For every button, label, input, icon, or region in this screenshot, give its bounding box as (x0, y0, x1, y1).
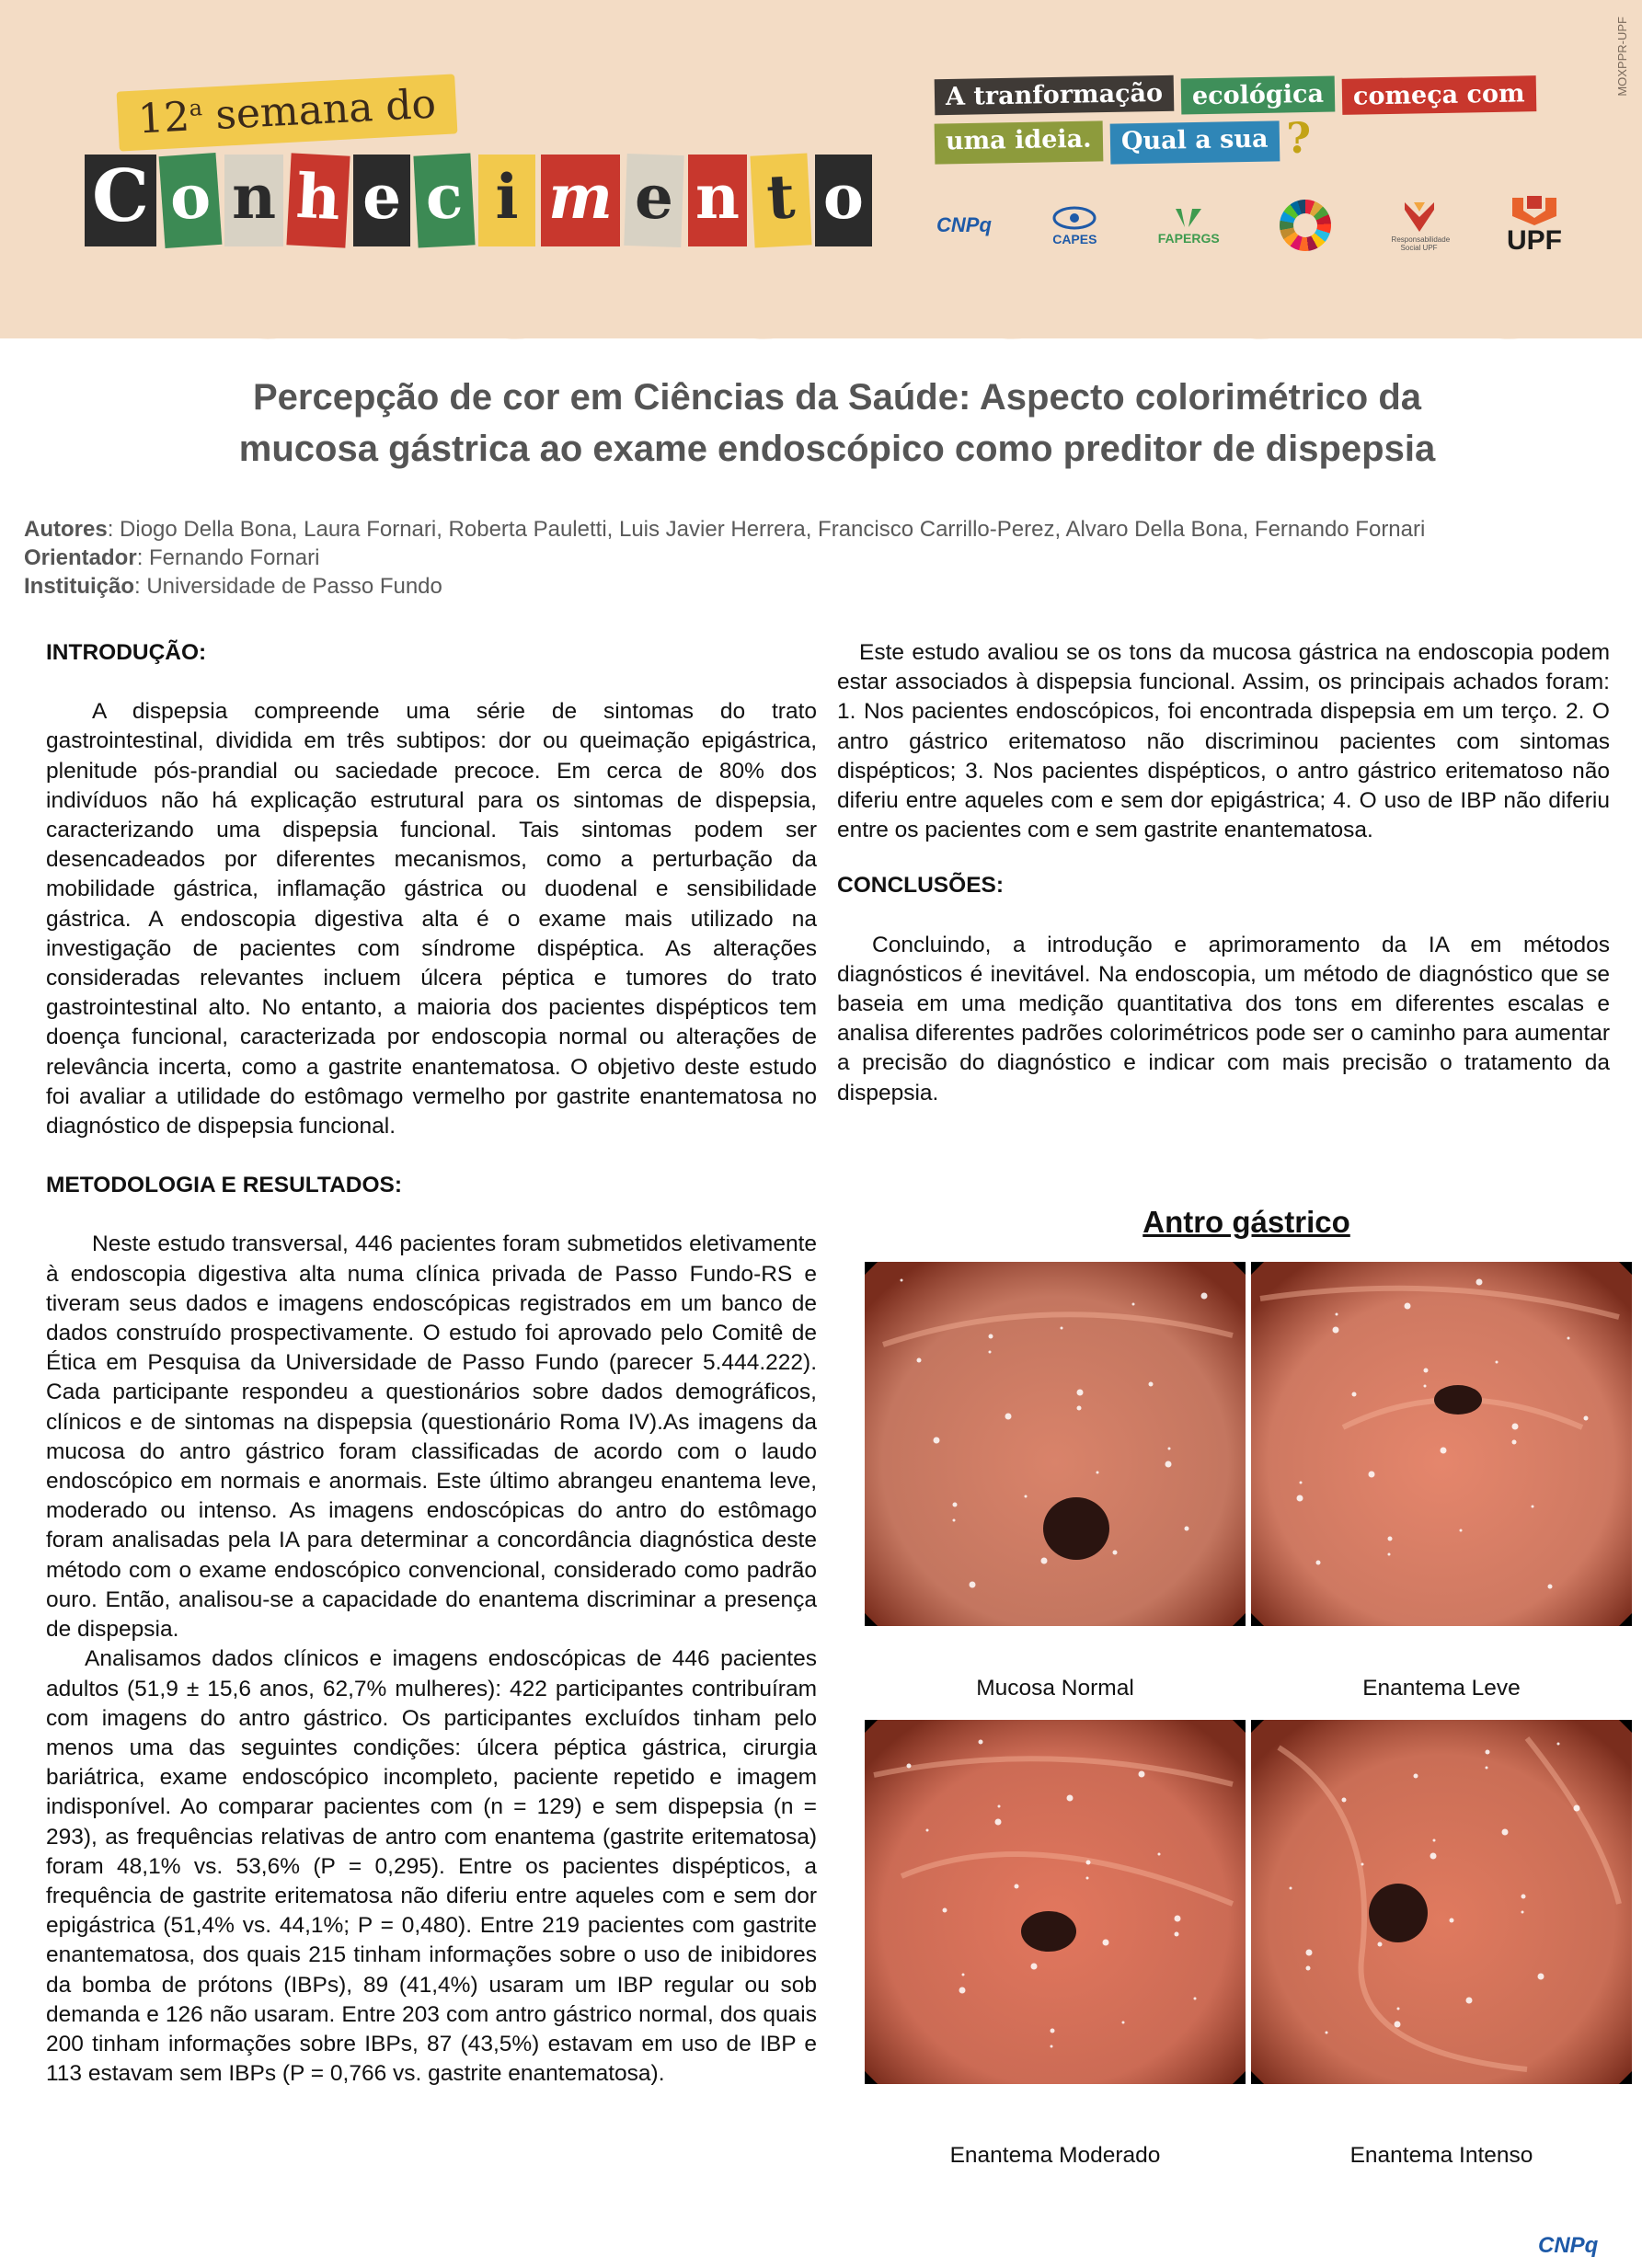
light-reflection (1502, 1829, 1509, 1836)
authors-line (24, 515, 1625, 544)
endoscopy-view (865, 1720, 1246, 2084)
light-reflection (989, 1334, 993, 1339)
advisor-line (24, 544, 1625, 572)
endoscopy-image-mild (1251, 1262, 1632, 1626)
light-reflection (1122, 2022, 1125, 2024)
slogan-chip: A tranformação (935, 75, 1175, 116)
upf-icon (1507, 194, 1562, 225)
intro-paragraph: A dispepsia compreende uma série de sintomas do trato gastrointestinal, divididа em três subtipos: dor ou queimação epigástrica, plenitude pós-prandial ou saciedade precoce. Em cerca de 80% dos indivíduos não há explicação estrutural para os sintomas de dispepsia, caracterizando uma dispepsia funcional. Tais sintomas podem ser desencadeados por diferentes mecanismos, como a perturbação da mobilidade gástrica, inflamação gástrica ou duodenal e sensibilidade gástrica. A endoscopia digestiva alta é o exame mais utilizado na investigação de pacientes com síndrome dispéptica. As alterações consideradas relevantes incluem úlcera péptica e tumores do trato gastrointestinal alto. No entanto, a maioria dos pacientes dispépticos tem doença funcional, caracterizada por endoscopia normal ou alterações de relevância incerta, como a gastrite enantematosa. O objetivo deste estudo foi avaliar a utilidade do estômago vermelho por gastrite enantematosa no diagnóstico de dispepsia funcional. (46, 699, 817, 1140)
light-reflection (1097, 1472, 1099, 1474)
event-letter: c (414, 153, 476, 247)
light-reflection (1521, 1895, 1526, 1899)
light-reflection (1424, 1385, 1427, 1388)
light-reflection (1297, 1495, 1303, 1502)
light-reflection (953, 1519, 956, 1522)
slogan-row (935, 113, 1569, 163)
event-letter: n (688, 155, 747, 246)
light-reflection (1300, 1482, 1303, 1484)
event-letter: C (85, 155, 156, 246)
light-reflection (1430, 1853, 1437, 1860)
light-reflection (1424, 1369, 1429, 1373)
light-reflection (1165, 1461, 1172, 1468)
light-reflection (1306, 1966, 1311, 1971)
pylorus-opening (1369, 1884, 1428, 1942)
light-reflection (1051, 2045, 1053, 2048)
ods-logo (1280, 200, 1331, 251)
light-reflection (1567, 1337, 1570, 1340)
light-reflection (1077, 1406, 1082, 1411)
light-reflection (1201, 1293, 1208, 1300)
light-reflection (953, 1503, 958, 1507)
light-reflection (1175, 1932, 1179, 1937)
conclusions-heading: CONCLUSÕES: (837, 873, 1005, 899)
light-reflection (917, 1358, 922, 1363)
event-letter: e (624, 154, 683, 247)
conclusions-paragraph: Concluindo, a introdução e aprimoramento da IA em métodos diagnósticos é inevitável. Na endoscopia, um método de diagnóstico que se baseia em uma medição quantitativa dos tons em diferentes escalas e analisa diferentes padrões colorimétricos pode ser o caminho para aumentar a precisão do diagnóstico e indicar com mais precisão o tratamento da dispepsia. (837, 932, 1610, 1105)
upf-social-logo (1391, 199, 1451, 252)
event-letter: h (287, 153, 350, 247)
methods-paragraph: Neste estudo transversal, 446 pacientes foram submetidos eletivamente à endoscopia digestiva alta numa clínica privada de Passo Fundo-RS e tiveram seus dados e imagens endoscópicas registrados em um banco de dados construído prospectivamente. O estudo foi aprovado pelo Comitê de Ética em Pesquisa da Universidade de Passo Fundo (parecer 5.444.222). Cada participante respondeu a questionários sobre dados demográficos, clínicos e de sintomas na dispepsia (questionário Roma IV).As imagens da mucosa do antro gástrico foram classificadas de acordo com o laudo endoscópico em normais e anormais. Este último abrangeu enantema leve, moderado ou intenso. As imagens endoscópicas do antro do estômago foram analisadas pela IA para determinar a concordância diagnóstica deste método com o exame endoscópico convencional, considerado como padrão ouro. Então, analisou-se a capacidade do enantema discriminar a presença de dispepsia. (46, 1231, 817, 1643)
light-reflection (1548, 1585, 1553, 1589)
light-reflection (995, 1819, 1002, 1826)
light-reflection (998, 1805, 1001, 1808)
light-reflection (1433, 1839, 1436, 1842)
upf-logo (1507, 194, 1562, 257)
light-reflection (1476, 1279, 1483, 1286)
capes-icon (1051, 204, 1097, 232)
capes-logo (1051, 204, 1097, 246)
light-reflection (1168, 1448, 1171, 1450)
light-reflection (1077, 1390, 1084, 1396)
authors-list: : Diogo Della Bona, Laura Fornari, Roberta Pauletti, Luis Javier Herrera, Francisco Carrillo-Perez, Alvaro Della Bona, Fernando Fornari (107, 517, 1426, 542)
light-reflection (1521, 1911, 1524, 1914)
light-reflection (1388, 1553, 1391, 1556)
cnpq-footer-logo: CNPq (1538, 2233, 1599, 2258)
light-reflection (962, 1974, 965, 1976)
light-reflection (1450, 1919, 1454, 1923)
fapergs-logo (1158, 205, 1220, 246)
event-letter: i (478, 155, 535, 246)
paper-meta (24, 515, 1625, 601)
light-reflection (1486, 1750, 1490, 1755)
cnpq-logo-label: CNPq (936, 213, 992, 236)
light-reflection (1557, 1743, 1560, 1746)
light-reflection (1342, 1798, 1347, 1803)
light-reflection (1352, 1392, 1357, 1397)
slogan-chip: começa com (1342, 75, 1536, 115)
figure-title: Antro gástrico (1143, 1205, 1350, 1239)
endoscopy-view (1251, 1262, 1632, 1626)
slogan-question-mark: ? (1286, 113, 1312, 163)
pylorus-opening (1043, 1497, 1109, 1560)
results-paragraph: Analisamos dados clínicos e imagens endoscópicas de 446 pacientes adultos (51,9 ± 15,6 anos, 62,7% mulheres): 422 participantes contribuíram com imagens do antro gástrico. Os participantes excluídos tinham pelo menos uma das seguintes condições: úlcera péptica gástrica, cirurgia bariátrica, exame endoscópico incompleto, paciente repetido e imagem indisponível. Ao comparar pacientes com (n = 129) e sem dispepsia (n = 293), as frequências relativas de antro com enantema (gastrite eritematosa) foram 48,1% vs. 53,6% (P = 0,295). Entre os pacientes dispépticos, a frequência de gastrite eritematosa não diferiu entre aqueles com e sem dor epigástrica (51,4% vs. 44,1%; P = 0,480). Entre 219 pacientes com gastrite enantematosa, dos quais 215 tinham informações sobre o uso de inibidores da bomba de prótons (IBPs), 89 (41,4%) usaram um IBP regular ou sob demanda e 126 não usaram. Entre 203 com antro gástrico normal, dos quais 200 tinham informações sobre IBPs, 87 (43,5%) estavam em uso de IBP e 113 estavam sem IBPs (P = 0,766 vs. gastrite enantematosa). (46, 1646, 817, 2087)
fapergs-icon (1170, 205, 1207, 231)
light-reflection (1369, 1472, 1375, 1478)
light-reflection (1460, 1529, 1463, 1532)
light-reflection (1466, 1998, 1473, 2004)
light-reflection (907, 1764, 912, 1769)
light-reflection (901, 1279, 903, 1282)
light-reflection (1316, 1561, 1321, 1565)
light-reflection (1086, 1861, 1091, 1865)
slogan-chip: ecológica (1181, 76, 1336, 115)
light-reflection (1361, 1863, 1364, 1866)
authors-label: Autores (24, 517, 108, 542)
light-reflection (1290, 1887, 1292, 1890)
event-word (85, 155, 872, 246)
endoscopy-image-normal (865, 1262, 1246, 1626)
pylorus-opening (1021, 1911, 1076, 1952)
header-banner (0, 0, 1642, 338)
findings-paragraph: Este estudo avaliou se os tons da mucosa gástrica na endoscopia podem estar associados à dispepsia funcional. Assim, os principais achados foram: 1. Nos pacientes endoscópicos, foi encontrada dispepsia em um terço. 2. O antro gástrico eritematoso não discriminou pacientes com sintomas dispépticos; 3. Nos pacientes dispépticos, o antro gástrico eritematoso não diferiu entre aqueles com e sem dor epigástrica; 4. O uso de IBP não diferiu entre os pacientes com e sem gastrite enantematosa. (837, 640, 1610, 843)
light-reflection (1326, 2032, 1328, 2034)
fapergs-logo-label: FAPERGS (1157, 231, 1220, 246)
light-reflection (1486, 1767, 1488, 1770)
upf-logo-label: UPF (1506, 225, 1562, 256)
light-reflection (989, 1351, 992, 1354)
light-reflection (1103, 1940, 1109, 1946)
light-reflection (1512, 1440, 1517, 1445)
event-title-prefix: semana do (201, 80, 438, 140)
light-reflection (1132, 1303, 1135, 1306)
light-reflection (1031, 1964, 1038, 1970)
light-reflection (1185, 1527, 1189, 1531)
light-reflection (1051, 2029, 1055, 2033)
light-reflection (1405, 1303, 1411, 1310)
caption-mild: Enantema Leve (1362, 1676, 1521, 1701)
caption-normal: Mucosa Normal (976, 1676, 1134, 1701)
light-reflection (1158, 1853, 1161, 1856)
light-reflection (943, 1908, 947, 1913)
endoscopy-view (1251, 1720, 1632, 2084)
advisor-label: Orientador (24, 545, 137, 570)
event-letter: m (541, 155, 620, 246)
light-reflection (1336, 1313, 1338, 1316)
slogan-chip: Qual a sua (1109, 120, 1279, 164)
event-title-line1 (117, 74, 458, 151)
light-reflection (979, 1740, 983, 1745)
left-column (46, 638, 817, 2089)
slogan (935, 77, 1569, 172)
light-reflection (1194, 1998, 1197, 2000)
light-reflection (959, 1987, 966, 1994)
light-reflection (1378, 1942, 1383, 1947)
event-number-sup: a (188, 95, 203, 121)
event-number: 12 (136, 93, 191, 143)
light-reflection (1061, 1327, 1063, 1330)
light-reflection (1149, 1382, 1154, 1387)
pylorus-opening (1434, 1385, 1482, 1415)
light-reflection (1574, 1805, 1580, 1812)
upf-social-icon (1401, 199, 1438, 235)
light-reflection (1496, 1361, 1498, 1364)
light-reflection (1538, 1974, 1544, 1980)
light-reflection (1584, 1416, 1589, 1421)
institution-label: Instituição (24, 574, 135, 599)
light-reflection (934, 1438, 940, 1444)
side-code: MOXPPR-UPF (1615, 17, 1629, 97)
light-reflection (1306, 1950, 1313, 1956)
paper-title-line: Percepção de cor em Ciências da Saúde: Aspecto colorimétrico da (252, 377, 1422, 418)
light-reflection (970, 1582, 976, 1588)
event-letter: o (815, 155, 872, 246)
light-reflection (926, 1829, 929, 1832)
light-reflection (1041, 1558, 1048, 1564)
methods-heading: METODOLOGIA E RESULTADOS: (46, 1173, 403, 1198)
event-letter: t (750, 153, 811, 247)
light-reflection (1441, 1448, 1447, 1454)
sdg-wheel-icon (1280, 200, 1331, 251)
institution-name: : Universidade de Passo Fundo (134, 574, 442, 599)
light-reflection (1005, 1414, 1012, 1420)
intro-heading: INTRODUÇÃO: (46, 640, 207, 665)
endoscopy-image-intense (1251, 1720, 1632, 2084)
light-reflection (1397, 2008, 1400, 2010)
light-reflection (1067, 1795, 1074, 1802)
light-reflection (1512, 1424, 1519, 1430)
light-reflection (1113, 1551, 1118, 1555)
light-reflection (1532, 1506, 1534, 1508)
event-title (85, 80, 864, 267)
caption-moderate: Enantema Moderado (949, 2143, 1161, 2168)
caption-intense: Enantema Intenso (1349, 2143, 1533, 2168)
light-reflection (1025, 1495, 1028, 1498)
event-letter: n (224, 155, 283, 246)
light-reflection (1395, 2022, 1401, 2028)
cnpq-logo (936, 213, 992, 237)
light-reflection (1139, 1771, 1145, 1778)
paper-title (92, 372, 1582, 475)
torn-paper-edge (0, 313, 1642, 349)
slogan-row (935, 77, 1569, 113)
event-letter: e (353, 155, 410, 246)
capes-logo-label: CAPES (1052, 232, 1097, 246)
light-reflection (1175, 1916, 1181, 1922)
institution-line (24, 572, 1625, 601)
event-letter: o (159, 153, 223, 248)
endoscopy-image-moderate (865, 1720, 1246, 2084)
right-column (837, 638, 1610, 1108)
sponsor-logos (936, 184, 1562, 267)
light-reflection (1015, 1884, 1019, 1889)
light-reflection (1388, 1537, 1393, 1541)
upf-social-logo-label: Responsabilidade Social UPF (1391, 235, 1451, 252)
endoscopy-view (865, 1262, 1246, 1626)
light-reflection (1414, 1774, 1418, 1779)
light-reflection (1333, 1327, 1339, 1334)
advisor-name: : Fernando Fornari (136, 545, 320, 570)
paper-title-line: mucosa gástrica ao exame endoscópico como preditor de dispepsia (238, 429, 1436, 469)
light-reflection (1086, 1877, 1089, 1880)
slogan-chip: uma ideia. (935, 120, 1103, 164)
